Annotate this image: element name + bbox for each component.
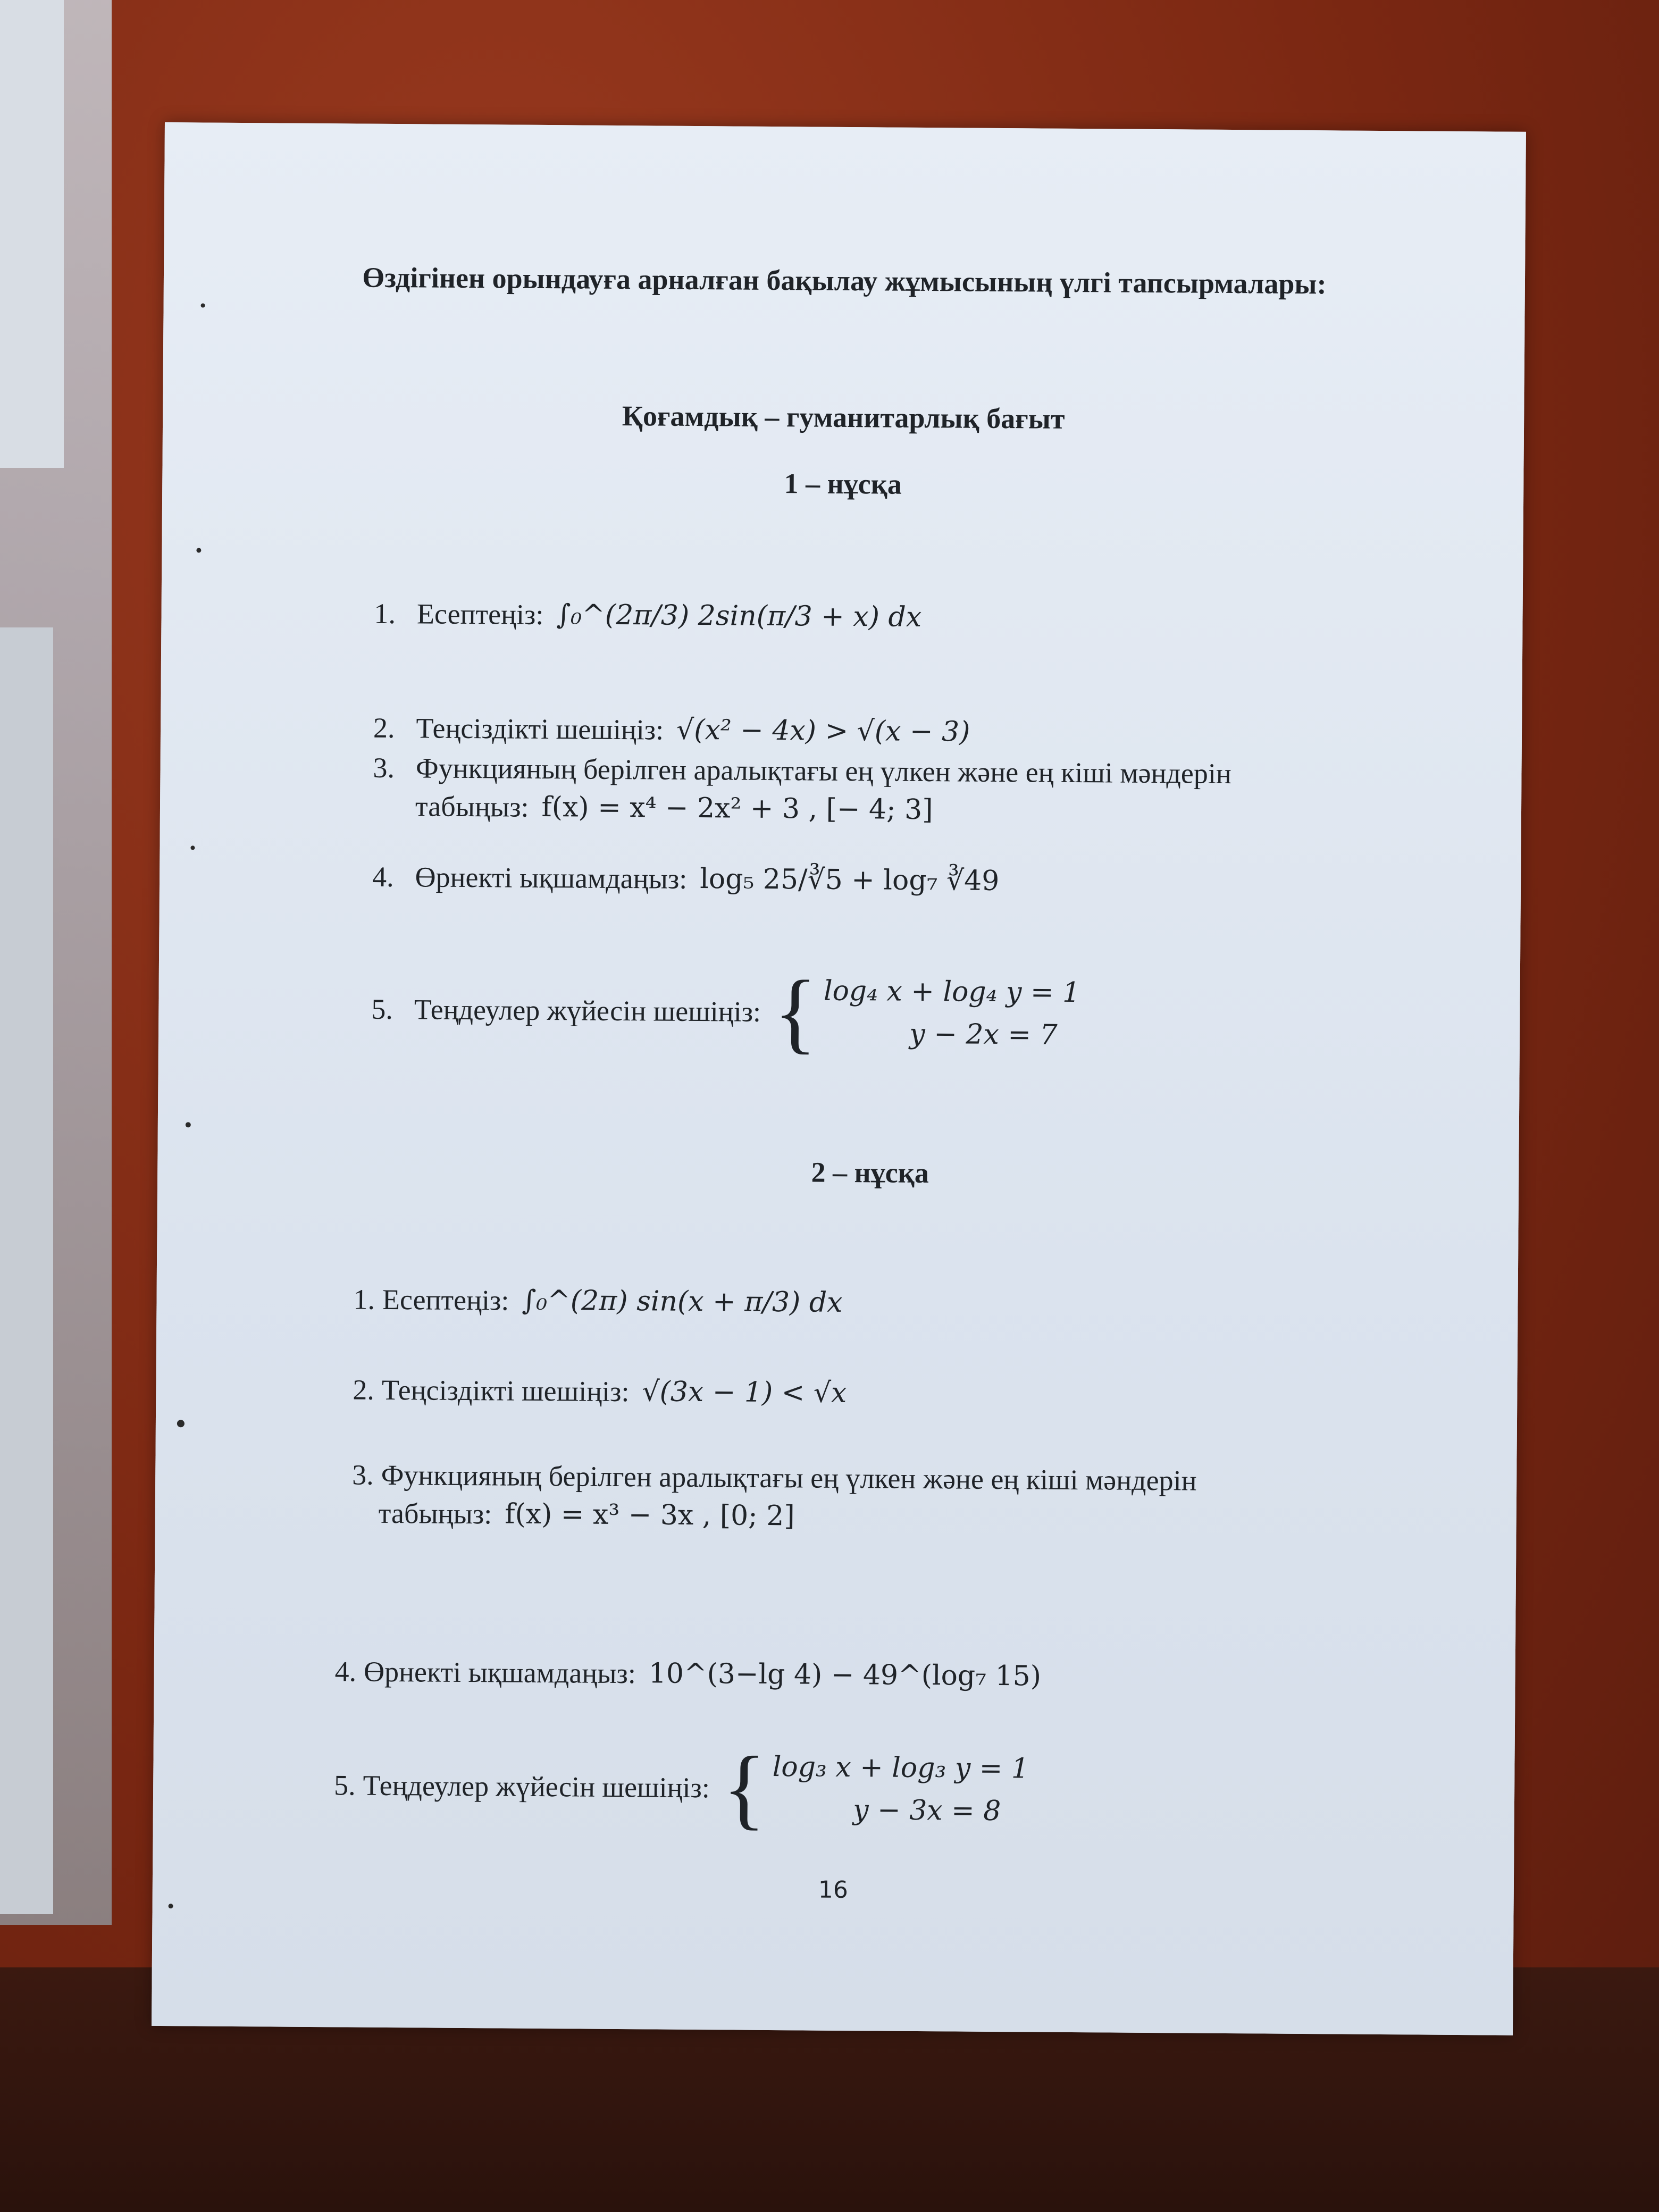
equation-2: y − 2x = 7 [909, 1018, 1058, 1051]
task-expression: √(x² − 4x) > √(x − 3) [676, 714, 970, 748]
variant-1-task-5 [371, 962, 1080, 1062]
variant-2-task-1 [353, 1283, 842, 1319]
task-expression: f(x) = x³ − 3x , [0; 2] [505, 1498, 795, 1532]
system-brace: { [773, 962, 818, 1062]
task-expression: 10^(3−lg 4) − 49^(log₇ 15) [648, 1657, 1042, 1692]
task-number: 1. [374, 597, 396, 630]
task-label: Функцияның берілген аралықтағы ең үлкен және ең кіші мәндерін [415, 752, 1232, 790]
task-label: Теңсіздікті шешіңіз: [416, 712, 664, 746]
equation-system [772, 1746, 1029, 1832]
equation-1: log₃ x + log₃ y = 1 [772, 1751, 1029, 1785]
task-label: Өрнекті ықшамдаңыз: [363, 1655, 636, 1690]
paper-speck [190, 845, 195, 850]
document-title: Өздігінен орындауға арналған бақылау жұмысының үлгі тапсырмалары: [362, 261, 1327, 300]
variant-1-task-2 [373, 711, 970, 749]
task-number: 5. [371, 993, 393, 1026]
paper-speck [177, 1420, 185, 1427]
equation-2: y − 3x = 8 [853, 1794, 1001, 1828]
direction-heading: Қоғамдық – гуманитарлық бағыт [622, 400, 1065, 435]
variant-1-task-4 [372, 860, 1000, 898]
task-number: 3. [373, 751, 395, 784]
paper-sheet [152, 122, 1526, 2035]
system-brace: { [722, 1738, 767, 1838]
task-label: Функцияның берілген аралықтағы ең үлкен және ең кіші мәндерін [381, 1459, 1197, 1497]
paper-speck [201, 303, 205, 307]
task-expression: log₅ 25/∛5 + log₇ ∛49 [700, 863, 1000, 897]
variant-1-task-3 [373, 751, 1244, 828]
task-expression: √(3x − 1) < √x [642, 1376, 847, 1410]
variant-1-task-1 [374, 597, 921, 634]
variant-2-task-5 [333, 1738, 1029, 1838]
paper-speck [169, 1904, 173, 1908]
task-number: 2. [353, 1373, 375, 1406]
background-paper-edge [0, 0, 64, 468]
task-label-continued: табыңыз: [378, 1497, 492, 1530]
task-label: Теңдеулер жүйесін шешіңіз: [414, 993, 761, 1028]
task-number: 4. [372, 860, 394, 893]
task-label: Теңсіздікті шешіңіз: [381, 1373, 630, 1408]
equation-1: log₄ x + log₄ y = 1 [823, 975, 1080, 1009]
task-number: 3. [352, 1459, 374, 1491]
background-paper-edge [0, 627, 53, 1914]
task-number: 5. [333, 1769, 356, 1802]
paper-speck [186, 1122, 191, 1127]
variant-2-task-2 [353, 1373, 847, 1410]
task-expression: f(x) = x⁴ − 2x² + 3 , [− 4; 3] [541, 791, 933, 826]
paper-speck [196, 548, 201, 552]
task-label: Есептеңіз: [382, 1283, 509, 1317]
task-label: Теңдеулер жүйесін шешіңіз: [363, 1769, 710, 1804]
task-expression: ∫₀^(2π) sin(x + π/3) dx [522, 1284, 843, 1319]
task-number: 1. [353, 1283, 375, 1316]
task-label: Есептеңіз: [416, 598, 544, 631]
task-label: Өрнекті ықшамдаңыз: [415, 861, 688, 895]
page-number: 16 [818, 1876, 848, 1904]
task-number: 4. [334, 1655, 357, 1688]
task-label-continued: табыңыз: [415, 790, 529, 823]
variant-2-task-4 [334, 1655, 1041, 1692]
task-expression: ∫₀^(2π/3) 2sin(π/3 + x) dx [556, 599, 922, 633]
variant-2-task-3 [352, 1459, 1210, 1536]
variant-2-heading: 2 – нұсқа [811, 1156, 929, 1189]
equation-system [823, 970, 1080, 1057]
variant-1-heading: 1 – нұсқа [784, 467, 902, 500]
task-number: 2. [373, 711, 395, 744]
